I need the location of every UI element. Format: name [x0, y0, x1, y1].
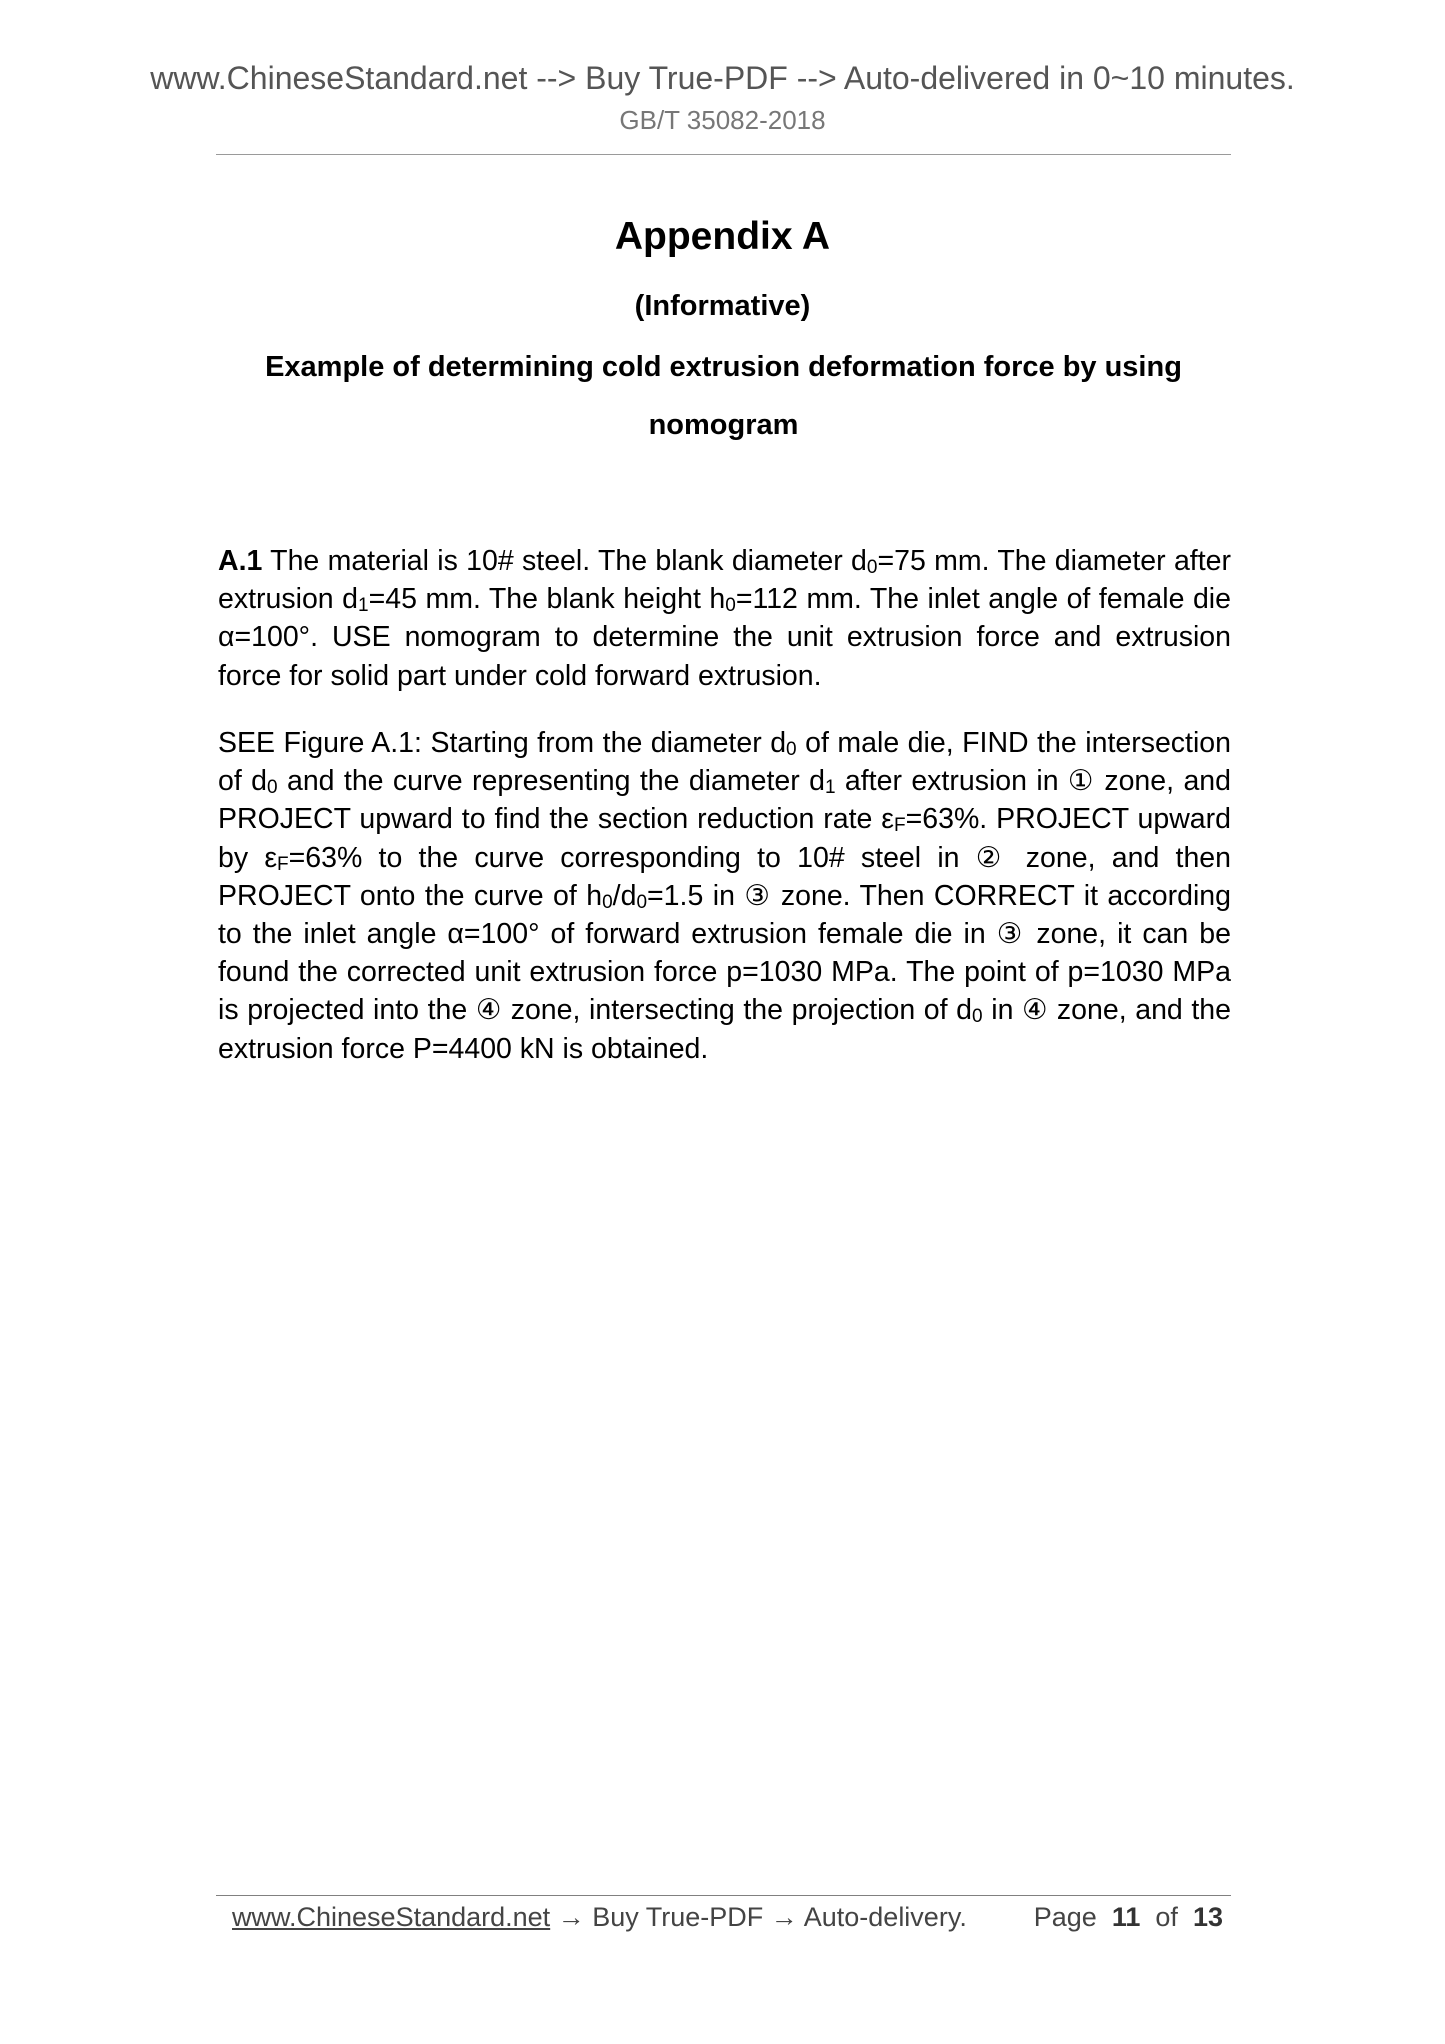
- subscript: 0: [725, 595, 736, 617]
- text-run: of male die, FIND the intersection of d: [218, 727, 1231, 798]
- text-run: and the curve representing the diameter d: [277, 765, 825, 798]
- subscript: 0: [267, 777, 278, 799]
- text-run: =75 mm. The diameter after extrusion d: [218, 545, 1231, 616]
- subscript: F: [277, 853, 289, 875]
- subscript: 1: [824, 777, 836, 799]
- page-word: Page: [1033, 1902, 1097, 1932]
- footer-divider: [216, 1895, 1231, 1896]
- text-run: after extrusion in ① zone, and PROJECT upward to find the section reduction rate ε: [218, 765, 1231, 836]
- page-indicator: [1034, 1898, 1223, 1936]
- text-run: SEE Figure A.1: Starting from the diameter d: [218, 727, 787, 759]
- text-run: =63%. PROJECT upward by ε: [218, 803, 1231, 874]
- subscript: 1: [358, 595, 369, 617]
- text-run: =112 mm. The inlet angle of female die α=100°. USE nomogram to determine the unit extrusion force and extrusion force for solid part under cold forward extrusion.: [218, 583, 1231, 692]
- appendix-title: Appendix A: [614, 215, 831, 258]
- header-banner: www.ChineseStandard.net --> Buy True-PDF --> Auto-delivered in 0~10 minutes.: [150, 60, 1295, 96]
- text-run: The material is 10# steel. The blank diameter d: [262, 545, 867, 577]
- subscript: 0: [786, 739, 797, 760]
- appendix-type: (Informative): [634, 290, 811, 322]
- page-current: 11: [1111, 1902, 1141, 1932]
- of-word: of: [1155, 1902, 1178, 1932]
- header-divider: [216, 154, 1231, 155]
- subscript: 0: [866, 557, 878, 578]
- text-run: =1.5 in ③ zone. Then CORRECT it according to the inlet angle α=100° of forward extrusion female die in ③ zone, it can be found the corrected unit extrusion force p=1030 MPa. The point of p=1030 MPa is projected into the ④ zone, intersecting the projection of d: [218, 879, 1232, 1027]
- page-total: 13: [1192, 1902, 1223, 1932]
- subscript: F: [893, 815, 906, 837]
- paragraph-see-figure: [218, 724, 1231, 1068]
- text-run: =45 mm. The blank height h: [368, 583, 726, 616]
- subscript: 0: [636, 891, 648, 913]
- appendix-subtitle: Example of determining cold extrusion deformation force by using nomogram: [265, 351, 1182, 441]
- site-link[interactable]: www.ChineseStandard.net: [232, 1902, 551, 1932]
- footer-promo: [232, 1898, 967, 1936]
- standard-code: GB/T 35082-2018: [619, 105, 826, 135]
- clause-label: A.1: [218, 545, 263, 577]
- text-run: in ④ zone, and the extrusion force P=4400 kN is obtained.: [218, 994, 1232, 1065]
- paragraph-a1: [218, 542, 1231, 695]
- subscript: 0: [602, 891, 613, 913]
- subscript: 0: [972, 1006, 983, 1028]
- footer-tagline: → Buy True-PDF → Auto-delivery.: [550, 1902, 967, 1932]
- text-run: /d: [612, 879, 637, 912]
- text-run: =63% to the curve corresponding to 10# steel in ② zone, and then PROJECT onto the curve of h: [218, 841, 1231, 912]
